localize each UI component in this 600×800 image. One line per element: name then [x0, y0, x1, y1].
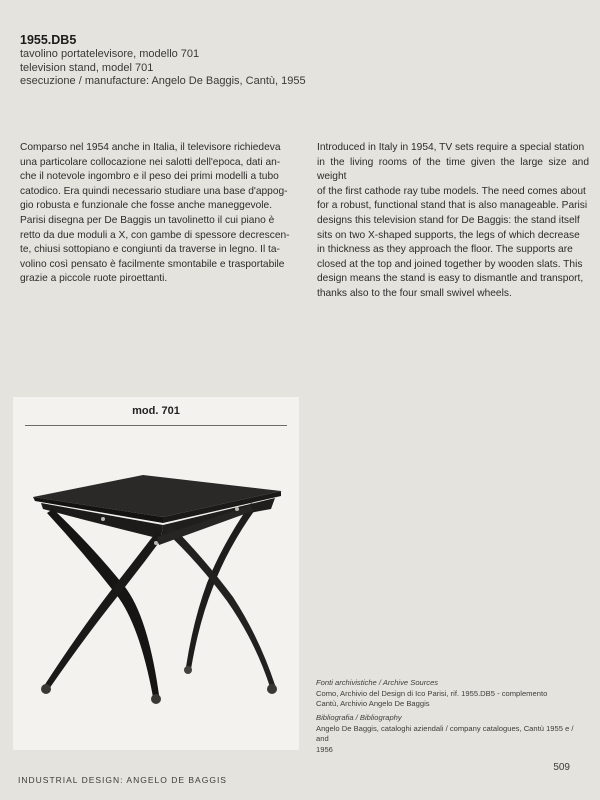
text-line: of the first cathode ray tube models. The need comes about	[317, 185, 586, 197]
title-italian: tavolino portatelevisore, modello 701	[20, 48, 200, 60]
manufacture-line: esecuzione / manufacture: Angelo De Baggis, Cantù, 1955	[20, 75, 306, 87]
text-line: for a robust, functional stand that is also manageable. Parisi	[317, 200, 588, 212]
entry-header	[20, 32, 420, 89]
archive-source-line: Cantù, Archivio Angelo De Baggis	[316, 699, 430, 708]
text-line: che il notevole ingombro e il peso dei primi modelli a tubo	[20, 171, 279, 183]
bibliography-title: Bibliografia / Bibliography	[316, 713, 402, 722]
bibliography-line: Angelo De Baggis, cataloghi aziendali / company catalogues, Cantù 1955 e / and	[316, 723, 574, 743]
catalogue-photo	[13, 397, 299, 750]
text-line: design means the stand is easy to dismantle and transport,	[317, 273, 584, 285]
title-english: television stand, model 701	[20, 61, 154, 74]
text-line: Comparso nel 1954 anche in Italia, il televisore richiedeva	[20, 142, 281, 153]
italian-text-column	[20, 141, 292, 287]
text-line: te, chiusi sottopiano e congiunti da traverse in legno. Il ta-	[20, 244, 280, 256]
entry-code: 1955.DB5	[20, 33, 77, 47]
text-line: volino così pensato è facilmente smontabile e trasportabile	[20, 258, 285, 270]
text-line: Parisi disegna per De Baggis un tavolinetto il cui piano è	[20, 214, 275, 226]
text-line: una particolare collocazione nei salotti dell'epoca, dati an-	[20, 156, 281, 168]
text-line: retto da due moduli a X, con gambe di spessore decrescen-	[20, 229, 290, 241]
bibliography	[316, 713, 584, 755]
text-line: closed at the top and joined together by wooden slats. This	[317, 258, 583, 270]
text-line: Introduced in Italy in 1954, TV sets require a special station	[317, 142, 585, 153]
page-number: 509	[553, 762, 570, 773]
running-footer: INDUSTRIAL DESIGN: ANGELO DE BAGGIS	[18, 775, 227, 785]
text-line: in the living rooms of the time given the large size and weight	[317, 156, 589, 183]
bibliography-line: 1956	[316, 744, 333, 754]
text-line: designs this television stand for De Baggis: the stand itself	[317, 214, 580, 226]
english-text-column	[317, 141, 589, 302]
text-line: sits on two X-shaped supports, the legs of which decrease	[317, 229, 580, 241]
text-line: in thickness as they approach the floor. The supports are	[317, 244, 573, 256]
text-line: catodico. Era quindi necessario studiare una base d'appog-	[20, 185, 288, 197]
archive-sources	[316, 678, 584, 710]
archive-sources-title: Fonti archivistiche / Archive Sources	[316, 678, 439, 687]
tv-stand-illustration	[13, 397, 299, 750]
photo-caption: mod. 701	[132, 405, 180, 417]
text-line: grazie a piccole ruote piroettanti.	[20, 273, 168, 285]
text-line: gio robusta e funzionale che fosse anche maneggevole.	[20, 200, 273, 212]
archive-source-line: Como, Archivio del Design di Ico Parisi, rif. 1955.DB5 - complemento	[316, 688, 548, 698]
text-line: thanks also to the four small swivel wheels.	[317, 287, 512, 299]
